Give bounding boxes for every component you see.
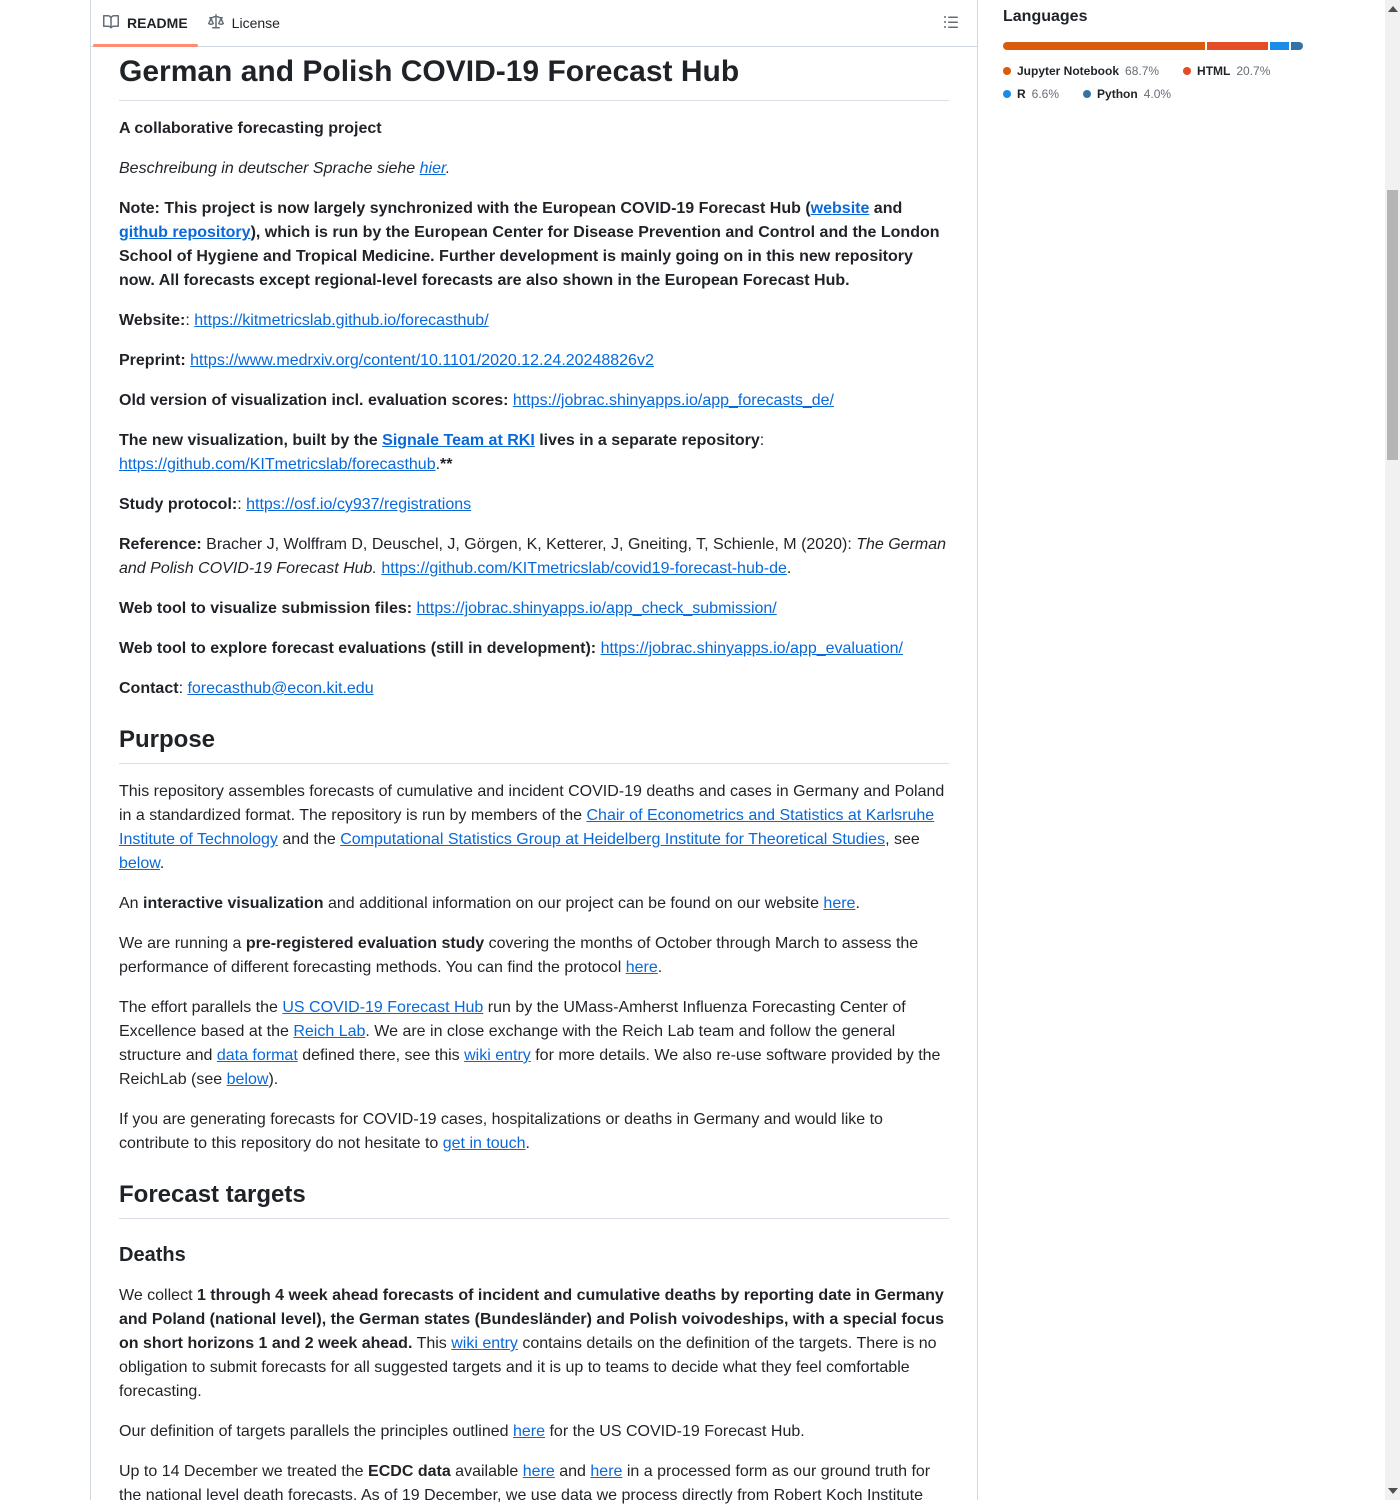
text-segment: contains details on the definition of the targets. There is no obligation to submit forecasts for all suggested targets and it is up to teams to decide what they feel comfortable forecasting.: [119, 1335, 937, 1400]
text-segment: . We are in close exchange with the Reich Lab team and follow the general structure and: [119, 1023, 896, 1064]
readme-header-tabbar: [91, 0, 977, 47]
languages-title: Languages: [1003, 8, 1088, 25]
readme-link[interactable]: here: [625, 959, 658, 976]
readme-paragraph: [119, 1108, 949, 1156]
text-segment: Beschreibung in deutscher Sprache siehe: [119, 160, 420, 177]
text-segment: ), which is run by the European Center for Disease Prevention and Control and the London School of Hygiene and Tropical Medicine. Further development is mainly going on in this new repository now. All forecasts except regional-level forecasts are also shown in the European Forecast Hub.: [119, 224, 940, 289]
tab-license[interactable]: [198, 0, 290, 46]
text-segment: and the: [277, 831, 341, 848]
readme-card: [90, 0, 978, 1504]
language-bar-segment[interactable]: [1003, 42, 1205, 50]
text-segment: Web tool to explore forecast evaluations (still in development):: [119, 640, 597, 657]
readme-paragraph: [119, 197, 949, 293]
readme-paragraph: [119, 1420, 949, 1444]
text-segment: Website:: [119, 312, 186, 329]
language-bar-segment[interactable]: [1270, 42, 1289, 50]
text-segment: .: [786, 560, 792, 577]
text-segment: covering the months of October through March to assess the performance of different forecasting methods. You can find the protocol: [119, 935, 919, 976]
readme-paragraph: [119, 429, 949, 477]
outline-button[interactable]: [939, 10, 963, 37]
text-segment: lives in a separate repository: [534, 432, 760, 449]
readme-content: [119, 117, 949, 1508]
readme-link[interactable]: here: [513, 1423, 546, 1440]
text-segment: 1 through 4 week ahead forecasts of incident and cumulative deaths by reporting date in Germany and Poland (national level), the German states (Bundesländer) and Polish voivodeships, with a special focus on short horizons 1 and 2 week ahead.: [119, 1287, 945, 1352]
language-percentage: 6.6%: [1031, 87, 1060, 101]
readme-paragraph: [119, 309, 949, 333]
readme-link[interactable]: https://jobrac.shinyapps.io/app_forecasts_de/: [512, 392, 834, 409]
text-segment: for more details. We also re-use software provided by the ReichLab (see: [119, 1047, 941, 1088]
text-segment: .: [445, 160, 451, 177]
readme-link[interactable]: website: [810, 200, 870, 217]
text-segment: , see: [885, 831, 920, 848]
text-segment: Contact: [119, 680, 179, 697]
language-name: Python: [1097, 87, 1138, 101]
readme-link[interactable]: wiki entry: [451, 1335, 518, 1352]
readme-paragraph: [119, 996, 949, 1092]
languages-legend: [1003, 64, 1303, 101]
readme-link[interactable]: here: [522, 1463, 555, 1480]
readme-paragraph: [119, 637, 949, 661]
text-segment: Up to 14 December we treated the: [119, 1463, 369, 1480]
readme-paragraph: [119, 117, 949, 141]
readme-title: German and Polish COVID-19 Forecast Hub: [119, 53, 949, 101]
language-name: R: [1017, 87, 1026, 101]
language-name: Jupyter Notebook: [1017, 64, 1120, 78]
text-segment: Reference:: [119, 536, 202, 553]
readme-link[interactable]: github repository: [119, 224, 251, 241]
scrollbar-up-arrow-icon[interactable]: [1388, 6, 1398, 12]
readme-link[interactable]: wiki entry: [464, 1047, 531, 1064]
law-icon: [208, 14, 224, 33]
language-bar-segment[interactable]: [1207, 42, 1268, 50]
book-icon: [103, 14, 119, 33]
text-segment: Note: This project is now largely synchronized with the European COVID-19 Forecast Hub (: [119, 200, 811, 217]
language-dot-icon: [1003, 90, 1011, 98]
readme-link[interactable]: hier: [419, 160, 446, 177]
text-segment: This repository assembles forecasts of cumulative and incident COVID-19 deaths and cases in Germany and Poland in a standardized format. The repository is run by members of the: [119, 783, 945, 824]
section-heading: Purpose: [119, 725, 949, 764]
language-percentage: 20.7%: [1236, 64, 1271, 78]
scrollbar-thumb[interactable]: [1387, 190, 1398, 460]
text-segment: If you are generating forecasts for COVID-19 cases, hospitalizations or deaths in Germany and would like to contribute to this repository do not hesitate to: [119, 1111, 883, 1152]
text-segment: **: [440, 456, 453, 473]
language-legend-item[interactable]: [1003, 64, 1159, 78]
text-segment: Bracher J, Wolffram D, Deuschel, J, Görgen, K, Ketterer, J, Gneiting, T, Schienle, M (2020):: [201, 536, 857, 553]
text-segment: ).: [268, 1071, 279, 1088]
section-heading: Deaths: [119, 1244, 186, 1266]
text-segment: The effort parallels the: [119, 999, 283, 1016]
language-name: HTML: [1197, 64, 1231, 78]
text-segment: .: [855, 895, 860, 912]
text-segment: We collect: [119, 1287, 197, 1304]
section-heading: Forecast targets: [119, 1180, 949, 1219]
language-percentage: 68.7%: [1125, 64, 1160, 78]
text-segment: .: [435, 456, 441, 473]
readme-link[interactable]: https://github.com/KITmetricslab/covid19-forecast-hub-de: [381, 560, 787, 577]
text-segment: .: [159, 855, 165, 872]
text-segment: for the US COVID-19 Forecast Hub.: [545, 1423, 805, 1440]
text-segment: .: [525, 1135, 530, 1152]
language-legend-item[interactable]: [1083, 87, 1171, 101]
text-segment: Old version of visualization incl. evaluation scores:: [119, 392, 509, 409]
text-segment: :: [178, 680, 188, 697]
text-segment: interactive visualization: [143, 895, 324, 912]
readme-paragraph: [119, 677, 949, 701]
text-segment: ECDC data: [368, 1463, 451, 1480]
text-segment: Web tool to visualize submission files:: [119, 600, 413, 617]
readme-paragraph: [119, 1284, 949, 1404]
readme-link[interactable]: https://kitmetricslab.github.io/forecasthub/: [194, 312, 489, 329]
text-segment: :: [759, 432, 765, 449]
text-segment: An: [119, 895, 144, 912]
readme-paragraph: [119, 780, 949, 876]
readme-link[interactable]: https://github.com/KITmetricslab/forecasthub: [119, 456, 436, 473]
readme-body: [91, 47, 977, 1508]
text-segment: The German and Polish COVID-19 Forecast Hub.: [119, 536, 947, 577]
language-legend-item[interactable]: [1003, 87, 1059, 101]
readme-paragraph: [119, 1460, 949, 1508]
tab-readme-label: README: [127, 15, 188, 31]
readme-link[interactable]: https://jobrac.shinyapps.io/app_check_submission/: [416, 600, 777, 617]
text-segment: available: [450, 1463, 523, 1480]
readme-paragraph: [119, 892, 949, 916]
language-dot-icon: [1183, 67, 1191, 75]
text-segment: :: [237, 496, 247, 513]
readme-paragraph: [119, 932, 949, 980]
language-percentage: 4.0%: [1143, 87, 1172, 101]
language-bar-segment[interactable]: [1291, 42, 1303, 50]
text-segment: Study protocol:: [119, 496, 238, 513]
list-unordered-icon: [943, 18, 959, 33]
readme-link[interactable]: Signale Team at RKI: [382, 432, 535, 449]
text-segment: defined there, see this: [297, 1047, 465, 1064]
text-segment: and: [554, 1463, 591, 1480]
readme-link[interactable]: below: [119, 855, 160, 872]
readme-paragraph: [119, 157, 949, 181]
languages-bar: [1003, 42, 1303, 50]
readme-paragraph: [119, 349, 949, 373]
tab-readme[interactable]: [93, 0, 198, 46]
readme-paragraph: [119, 493, 949, 517]
vertical-scrollbar[interactable]: [1385, 0, 1400, 1500]
text-segment: :: [185, 312, 195, 329]
text-segment: This: [412, 1335, 452, 1352]
language-dot-icon: [1003, 67, 1011, 75]
readme-link[interactable]: Computational Statistics Group at Heidelberg Institute for Theoretical Studies: [340, 831, 886, 848]
language-dot-icon: [1083, 90, 1091, 98]
text-segment: Preprint:: [119, 352, 186, 369]
readme-link[interactable]: https://osf.io/cy937/registrations: [246, 496, 472, 513]
language-legend-item[interactable]: [1183, 64, 1270, 78]
text-segment: and additional information on our project can be found on our website: [323, 895, 824, 912]
readme-link[interactable]: data format: [216, 1047, 298, 1064]
text-segment: We are running a: [119, 935, 246, 952]
readme-link[interactable]: https://jobrac.shinyapps.io/app_evaluation/: [600, 640, 903, 657]
readme-link[interactable]: here: [590, 1463, 623, 1480]
text-segment: A collaborative forecasting project: [119, 120, 382, 137]
text-segment: pre-registered evaluation study: [245, 935, 485, 952]
text-segment: run by the UMass-Amherst Influenza Forecasting Center of Excellence based at the: [119, 999, 906, 1040]
readme-link[interactable]: https://www.medrxiv.org/content/10.1101/2020.12.24.20248826v2: [190, 352, 654, 369]
readme-link[interactable]: Chair of Econometrics and Statistics at Karlsruhe Institute of Technology: [119, 807, 935, 848]
readme-link[interactable]: forecasthub@econ.kit.edu: [187, 680, 374, 697]
tab-license-label: License: [231, 15, 280, 31]
readme-paragraph: [119, 533, 949, 581]
readme-link[interactable]: Reich Lab: [293, 1023, 366, 1040]
languages-panel: [1003, 8, 1303, 101]
readme-paragraph: [119, 597, 949, 621]
readme-link[interactable]: get in touch: [442, 1135, 526, 1152]
readme-paragraph: [119, 389, 949, 413]
text-segment: Our definition of targets parallels the principles outlined: [119, 1423, 513, 1440]
readme-link[interactable]: US COVID-19 Forecast Hub: [282, 999, 484, 1016]
readme-link[interactable]: below: [226, 1071, 269, 1088]
text-segment: The new visualization, built by the: [119, 432, 383, 449]
text-segment: in a processed form as our ground truth for the national level death forecasts. As of 19 December, we use data we process directly from Robert Koch Institute: [119, 1463, 931, 1504]
text-segment: .: [657, 959, 663, 976]
readme-link[interactable]: here: [823, 895, 856, 912]
text-segment: and: [869, 200, 903, 217]
scrollbar-down-arrow-icon[interactable]: [1388, 1488, 1398, 1494]
